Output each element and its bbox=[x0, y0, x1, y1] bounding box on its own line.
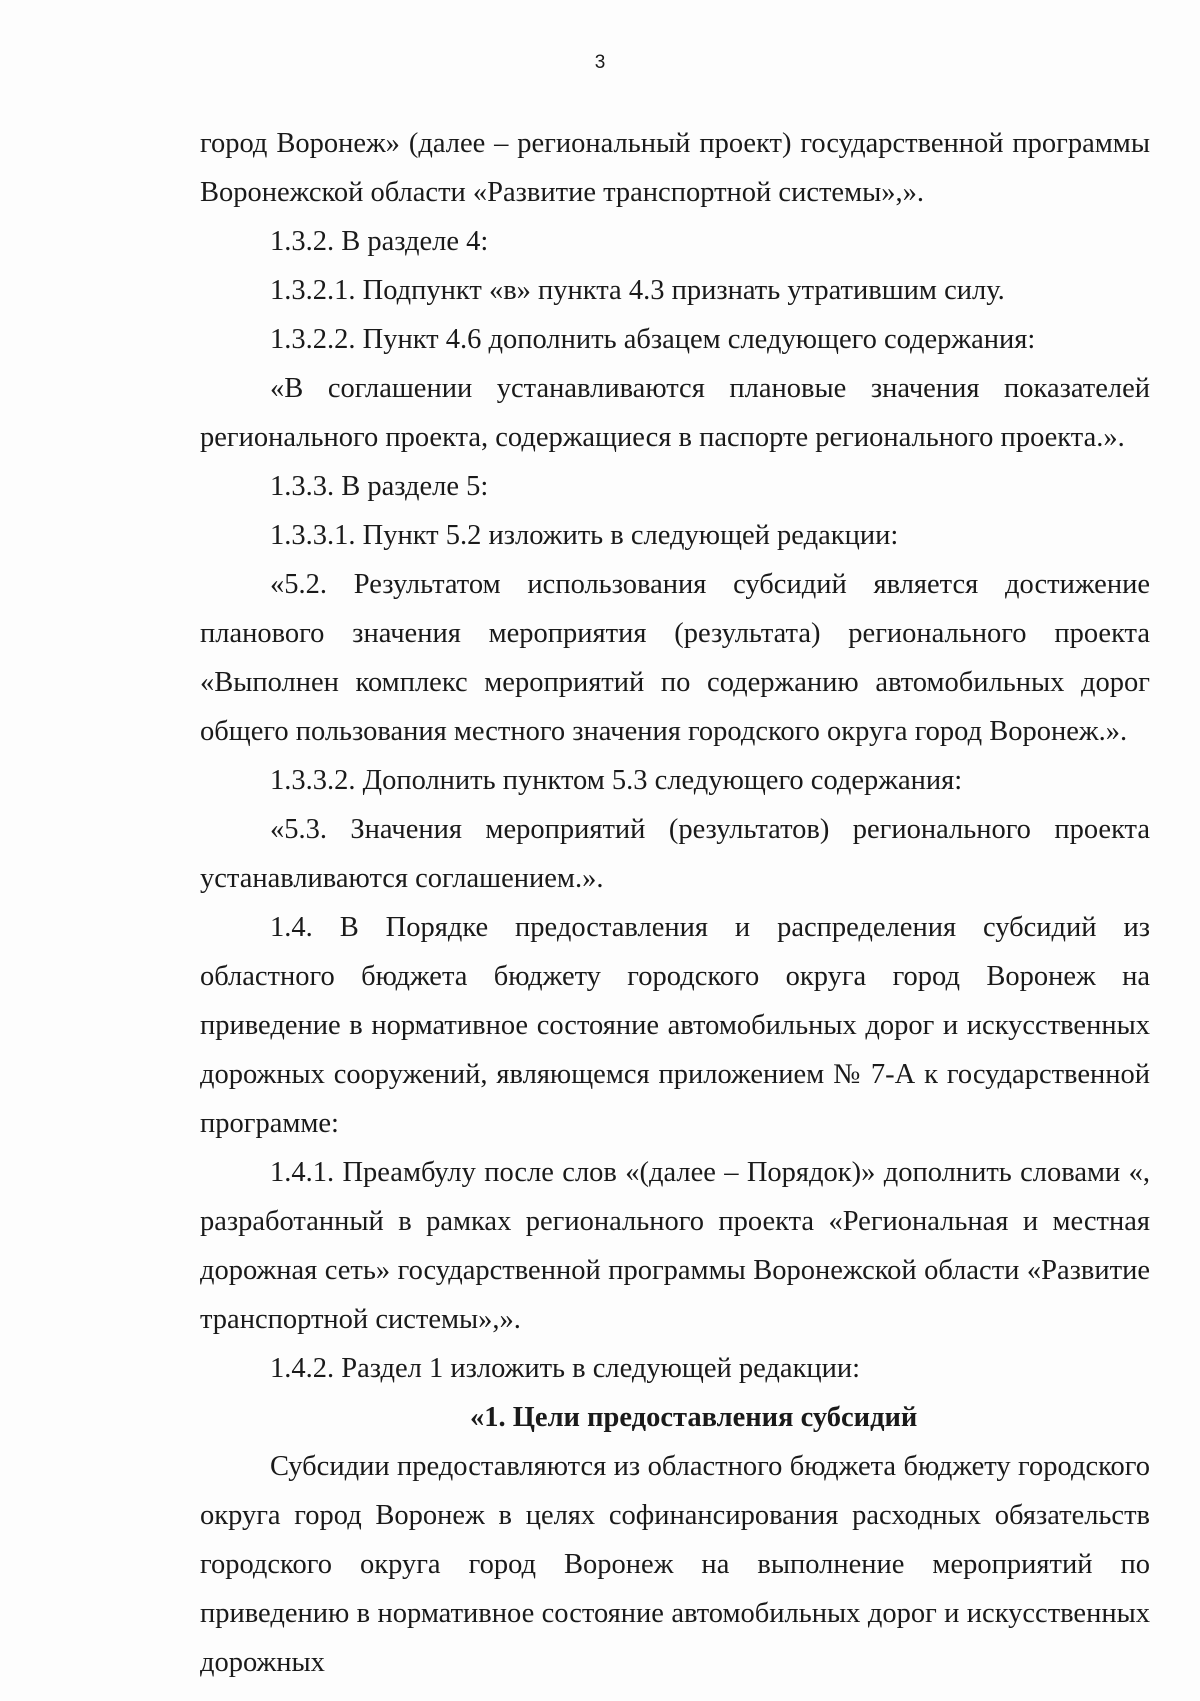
paragraph: 1.3.2.2. Пункт 4.6 дополнить абзацем следующего содержания: bbox=[270, 324, 1036, 355]
paragraph: 1.3.3.2. Дополнить пунктом 5.3 следующего содержания: bbox=[270, 765, 963, 796]
document-body bbox=[200, 119, 1150, 1687]
paragraph: «5.2. Результатом использования субсидий является достижение планового значения мероприятия (результата) регионального проекта «Выполнен комплекс мероприятий по содержанию автомобильных дорог общего пользования местного значения городского округа город Воронеж.». bbox=[200, 569, 1150, 747]
paragraph: 1.3.3.1. Пункт 5.2 изложить в следующей редакции: bbox=[270, 520, 899, 551]
paragraph: город Воронеж» (далее – региональный проект) государственной программы Воронежской области «Развитие транспортной системы»,». bbox=[200, 128, 1150, 208]
paragraph: «В соглашении устанавливаются плановые значения показателей регионального проекта, содержащиеся в паспорте регионального проекта.». bbox=[200, 373, 1150, 453]
paragraph: 1.3.2.1. Подпункт «в» пункта 4.3 признать утратившим силу. bbox=[270, 275, 1005, 306]
paragraph: «5.3. Значения мероприятий (результатов) регионального проекта устанавливаются соглашением.». bbox=[200, 814, 1150, 894]
paragraph: 1.3.2. В разделе 4: bbox=[270, 226, 489, 257]
paragraph: 1.4.2. Раздел 1 изложить в следующей редакции: bbox=[270, 1353, 861, 1384]
paragraph: Субсидии предоставляются из областного бюджета бюджету городского округа город Воронеж в целях софинансирования расходных обязательств городского округа город Воронеж на выполнение мероприятий по приведению в нормативное состояние автомобильных дорог и искусственных дорожных bbox=[200, 1451, 1150, 1678]
page-number: 3 bbox=[594, 52, 606, 73]
paragraph: 1.4.1. Преамбулу после слов «(далее – Порядок)» дополнить словами «, разработанный в рамках регионального проекта «Региональная и местная дорожная сеть» государственной программы Воронежской области «Развитие транспортной системы»,». bbox=[200, 1157, 1150, 1335]
section-heading: «1. Цели предоставления субсидий bbox=[470, 1402, 918, 1433]
paragraph: 1.4. В Порядке предоставления и распределения субсидий из областного бюджета бюджету городского округа город Воронеж на приведение в нормативное состояние автомобильных дорог и искусственных дорожных сооружений, являющемся приложением № 7-А к государственной программе: bbox=[200, 912, 1150, 1139]
paragraph: 1.3.3. В разделе 5: bbox=[270, 471, 489, 502]
